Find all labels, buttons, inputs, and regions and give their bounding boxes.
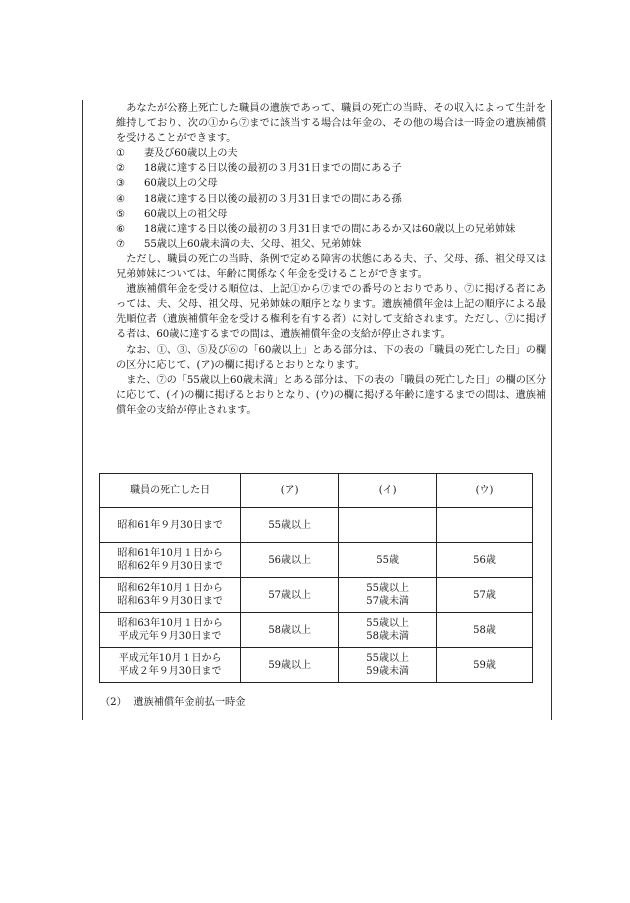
cell-u: 57歳 bbox=[437, 578, 533, 613]
list-number: ⑥ bbox=[116, 223, 126, 235]
cell-i: 55歳以上 57歳未満 bbox=[339, 578, 437, 613]
table-row bbox=[100, 543, 533, 578]
header-i: (イ) bbox=[339, 474, 437, 508]
cell-a: 57歳以上 bbox=[241, 578, 339, 613]
cell-a: 55歳以上 bbox=[241, 508, 339, 543]
cell-u: 56歳 bbox=[437, 543, 533, 578]
table-header-row bbox=[100, 474, 533, 508]
cell-i: 55歳 bbox=[339, 543, 437, 578]
list-item bbox=[116, 207, 546, 222]
order-paragraph: 遺族補償年金を受ける順位は、上記①から⑦までの番号のとおりであり、⑦に掲げる者にあっては、夫、父母、祖父母、兄弟姉妹の順序となります。遺族補償年金は上記の順序による最先順位者（遺族補償年金を受ける権利を有する者）に対して支給されます。ただし、⑦に掲げる者は、60歳に達するまでの間は、遺族補償年金の支給が停止されます。 bbox=[116, 284, 546, 341]
list-text: 60歳以上の父母 bbox=[144, 178, 218, 190]
cell-death-date: 昭和62年10月１日から 昭和63年９月30日まで bbox=[100, 578, 241, 613]
list-text: 18歳に達する日以後の最初の３月31日までの間にあるか又は60歳以上の兄弟姉妹 bbox=[144, 223, 516, 235]
list-item bbox=[116, 192, 546, 207]
table-row bbox=[100, 508, 533, 543]
list-item bbox=[116, 237, 546, 252]
list-text: 18歳に達する日以後の最初の３月31日までの間にある子 bbox=[144, 163, 402, 175]
list-text: 60歳以上の祖父母 bbox=[144, 208, 228, 220]
list-text: 妻及び60歳以上の夫 bbox=[144, 148, 238, 160]
cell-death-date: 昭和61年９月30日まで bbox=[100, 508, 241, 543]
cell-death-date: 昭和63年10月１日から 平成元年９月30日まで bbox=[100, 613, 241, 648]
cell-i bbox=[339, 508, 437, 543]
header-u: (ウ) bbox=[437, 474, 533, 508]
document-body bbox=[116, 101, 546, 418]
table-row bbox=[100, 613, 533, 648]
cell-u bbox=[437, 508, 533, 543]
table-row bbox=[100, 578, 533, 613]
note-paragraph-1: なお、①、③、⑤及び⑥の「60歳以上」とある部分は、下の表の「職員の死亡した日」の欄の区分に応じて、(ア)の欄に掲げるとおりとなります。 bbox=[116, 344, 546, 371]
list-number: ⑤ bbox=[116, 208, 126, 220]
header-death-date: 職員の死亡した日 bbox=[100, 474, 241, 508]
header-a: (ア) bbox=[241, 474, 339, 508]
age-transition-table bbox=[99, 473, 533, 683]
section-heading bbox=[100, 693, 245, 708]
list-item bbox=[116, 176, 546, 191]
cell-a: 59歳以上 bbox=[241, 648, 339, 683]
cell-i: 55歳以上 59歳未満 bbox=[339, 648, 437, 683]
cell-i: 55歳以上 58歳未満 bbox=[339, 613, 437, 648]
list-number: ① bbox=[116, 148, 126, 160]
list-number: ③ bbox=[116, 178, 126, 190]
list-text: 55歳以上60歳未満の夫、父母、祖父、兄弟姉妹 bbox=[144, 238, 362, 250]
proviso-paragraph: ただし、職員の死亡の当時、条例で定める障害の状態にある夫、子、父母、孫、祖父母又は兄弟姉妹については、年齢に関係なく年金を受けることができます。 bbox=[116, 253, 546, 281]
cell-a: 56歳以上 bbox=[241, 543, 339, 578]
section-title: 遺族補償年金前払一時金 bbox=[133, 697, 246, 708]
list-number: ⑦ bbox=[116, 238, 126, 250]
list-item bbox=[116, 222, 546, 237]
eligible-list bbox=[116, 146, 546, 252]
list-item bbox=[116, 161, 546, 176]
list-number: ④ bbox=[116, 193, 126, 205]
cell-u: 58歳 bbox=[437, 613, 533, 648]
intro-paragraph: あなたが公務上死亡した職員の遺族であって、職員の死亡の当時、その収入によって生計を維持しており、次の①から⑦までに該当する場合は年金の、その他の場合は一時金の遺族補償を受けることができます。 bbox=[116, 103, 546, 145]
cell-a: 58歳以上 bbox=[241, 613, 339, 648]
list-item bbox=[116, 146, 546, 161]
list-number: ② bbox=[116, 163, 126, 175]
note-paragraph-2: また、⑦の「55歳以上60歳未満」とある部分は、下の表の「職員の死亡した日」の欄の区分に応じて、(イ)の欄に掲げるとおりとなり、(ウ)の欄に掲げる年齢に達するまでの間は、遺族補償年金の支給が停止されます。 bbox=[116, 374, 546, 416]
cell-u: 59歳 bbox=[437, 648, 533, 683]
cell-death-date: 昭和61年10月１日から 昭和62年９月30日まで bbox=[100, 543, 241, 578]
section-number: （2） bbox=[100, 697, 127, 708]
list-text: 18歳に達する日以後の最初の３月31日までの間にある孫 bbox=[144, 193, 402, 205]
table-row bbox=[100, 648, 533, 683]
cell-death-date: 平成元年10月１日から 平成２年９月30日まで bbox=[100, 648, 241, 683]
